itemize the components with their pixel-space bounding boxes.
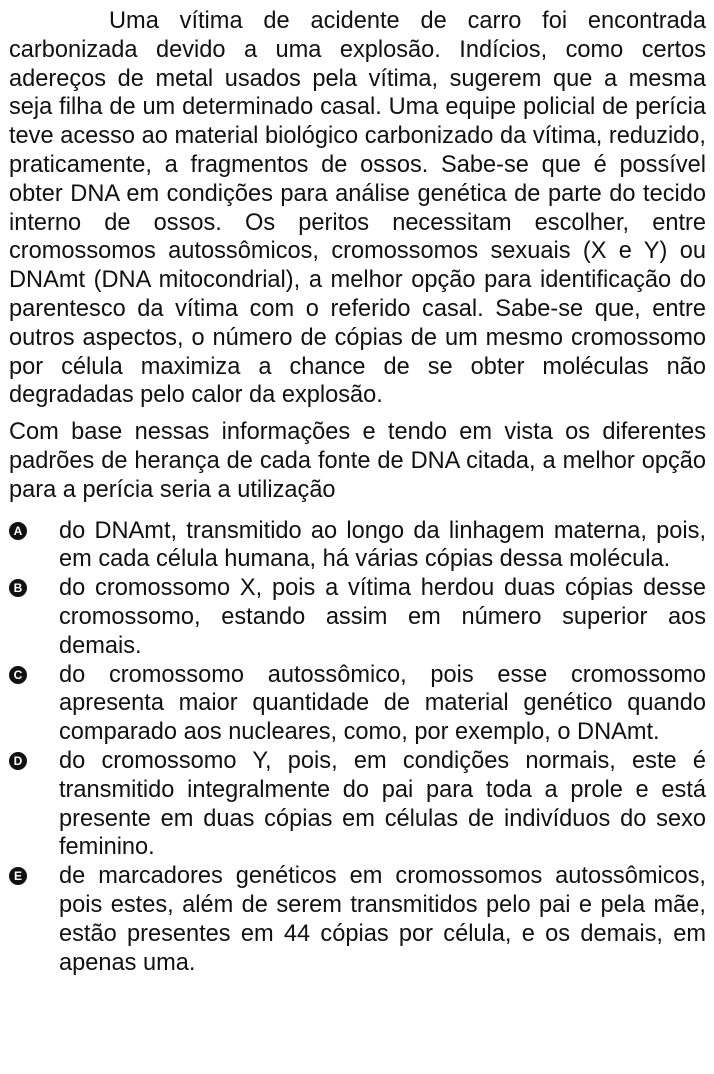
answer-option-c[interactable] [9, 661, 706, 747]
option-text-b: do cromossomo X, pois a vítima herdou duas cópias desse cromossomo, estando assim em número superior aos demais. [59, 575, 706, 659]
option-letter-a-badge: A [9, 522, 27, 540]
answer-option-a[interactable] [9, 517, 706, 575]
answer-option-d[interactable] [9, 747, 706, 862]
question-prompt-paragraph: Com base nessas informações e tendo em vista os diferentes padrões de herança de cada fonte de DNA citada, a melhor opção para a perícia seria a utilização [9, 419, 706, 503]
option-letter-d-badge: D [9, 752, 27, 770]
option-letter-c-badge: C [9, 666, 27, 684]
answer-option-b[interactable] [9, 574, 706, 660]
option-text-d: do cromossomo Y, pois, em condições normais, este é transmitido integralmente do pai para toda a prole e está presente em duas cópias em células de indivíduos do sexo feminino. [59, 747, 706, 861]
paragraph-gap [9, 410, 706, 418]
option-letter-b-badge: B [9, 579, 27, 597]
option-text-a: do DNAmt, transmitido ao longo da linhagem materna, pois, em cada célula humana, há várias cópias dessa molécula. [59, 517, 706, 573]
options-gap [9, 505, 706, 517]
answer-options [9, 517, 706, 978]
answer-option-e[interactable] [9, 862, 706, 977]
option-text-e: de marcadores genéticos em cromossomos autossômicos, pois estes, além de serem transmitidos pelo pai e pela mãe, estão presentes em 44 cópias por célula, e os demais, em apenas uma. [59, 863, 706, 976]
question-intro-paragraph: Uma vítima de acidente de carro foi encontrada carbonizada devido a uma explosão. Indícios, como certos adereços de metal usados pela vítima, sugerem que a mesma seja filha de um determinado casal. Uma equipe policial de perícia teve acesso ao material biológico carbonizado da vítima, reduzido, praticamente, a fragmentos de ossos. Sabe-se que é possível obter DNA em condições para análise genética de parte do tecido interno de ossos. Os peritos necessitam escolher, entre cromossomos autossômicos, cromossomos sexuais (X e Y) ou DNAmt (DNA mitocondrial), a melhor opção para identificação do parentesco da vítima com o referido casal. Sabe-se que, entre outros aspectos, o número de cópias de um mesmo cromossomo por célula maximiza a chance de se obter moléculas não degradadas pelo calor da explosão. [9, 8, 706, 409]
option-text-c: do cromossomo autossômico, pois esse cromossomo apresenta maior quantidade de material genético quando comparado aos nucleares, como, por exemplo, o DNAmt. [59, 661, 706, 746]
option-letter-e-badge: E [9, 867, 27, 885]
